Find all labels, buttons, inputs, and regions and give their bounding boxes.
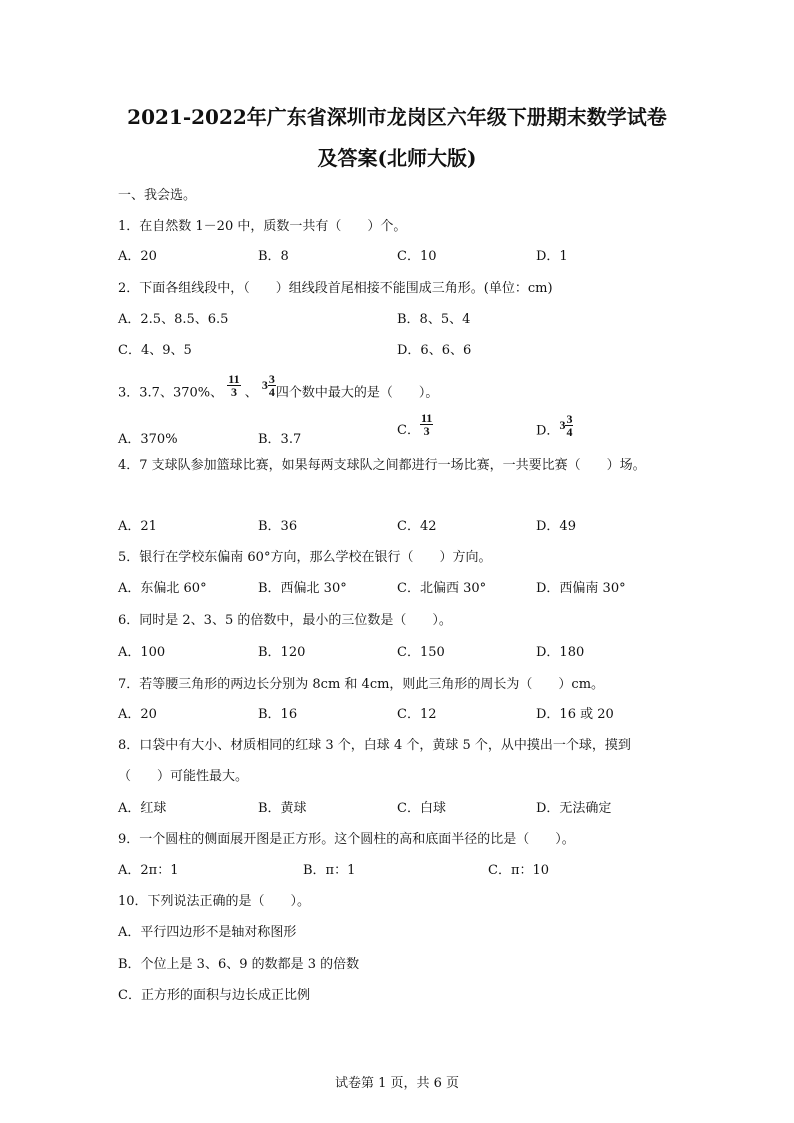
q10-option-c: C．正方形的面积与边长成正比例 — [118, 988, 310, 1003]
fraction-11-3 — [420, 412, 433, 437]
q2-option-c: C．4、9、5 — [118, 343, 192, 358]
q4-option-a: A．21 — [118, 519, 157, 534]
option-label: D． — [536, 423, 560, 439]
q3-option-d — [536, 411, 573, 449]
title-line-1: 2021-2022年广东省深圳市龙岗区六年级下册期末数学试卷 — [127, 105, 667, 129]
question-8: 8．口袋中有大小、材质相同的红球 3 个，白球 4 个，黄球 5 个，从中摸出一个球，摸到 — [118, 738, 631, 753]
q8-option-b: B．黄球 — [258, 801, 307, 816]
title-line-2: 及答案(北师大版) — [317, 146, 477, 170]
q8-option-c: C．白球 — [397, 801, 446, 816]
q1-option-b: B．8 — [258, 249, 289, 264]
q9-option-c: C．π：10 — [488, 863, 550, 878]
q5-option-c: C．北偏西 30° — [397, 581, 487, 596]
q7-option-b: B．16 — [258, 707, 298, 722]
q6-option-c: C．150 — [397, 645, 445, 660]
q8-option-d: D．无法确定 — [536, 801, 612, 816]
q10-option-b: B．个位上是 3、6、9 的数都是 3 的倍数 — [118, 957, 360, 972]
q7-option-c: C．12 — [397, 707, 437, 722]
q9-option-b: B．π：1 — [303, 863, 356, 878]
q2-option-a: A．2.5、8.5、6.5 — [118, 312, 229, 327]
question-3 — [118, 371, 439, 409]
denominator: 3 — [230, 384, 237, 399]
question-1: 1．在自然数 1－20 中，质数一共有（ ）个。 — [118, 219, 407, 234]
fraction-11-3 — [227, 373, 240, 398]
q3-separator: 、 — [244, 385, 258, 401]
q6-option-a: A．100 — [118, 645, 166, 660]
q7-option-a: A．20 — [118, 707, 157, 722]
mixed-whole: 3 — [559, 418, 566, 432]
q6-option-d: D．180 — [536, 645, 585, 660]
question-4: 4．7 支球队参加篮球比赛，如果每两支球队之间都进行一场比赛，一共要比赛（ ）场。 — [118, 458, 646, 473]
q8-option-a: A．红球 — [118, 801, 167, 816]
q3-option-b: B．3.7 — [258, 432, 302, 447]
denominator: 4 — [566, 424, 573, 439]
question-2: 2．下面各组线段中，（ ）组线段首尾相接不能围成三角形。(单位：cm) — [118, 281, 553, 296]
fraction-3-4 — [268, 373, 276, 398]
q2-option-d: D．6、6、6 — [397, 343, 472, 358]
q1-option-a: A．20 — [118, 249, 157, 264]
question-7: 7．若等腰三角形的两边长分别为 8cm 和 4cm，则此三角形的周长为（ ）cm。 — [118, 677, 605, 692]
q4-option-b: B．36 — [258, 519, 298, 534]
denominator: 3 — [423, 424, 430, 438]
q4-option-c: C．42 — [397, 519, 437, 534]
q5-option-d: D．西偏南 30° — [536, 581, 626, 596]
q7-option-d: D．16 或 20 — [536, 707, 614, 722]
q3-suffix: 四个数中最大的是（ ）。 — [275, 385, 439, 401]
q1-option-d: D．1 — [536, 249, 568, 264]
question-8-continued: （ ）可能性最大。 — [118, 769, 249, 784]
question-9: 9．一个圆柱的侧面展开图是正方形。这个圆柱的高和底面半径的比是（ ）。 — [118, 832, 575, 847]
q1-option-c: C．10 — [397, 249, 437, 264]
q3-option-a: A．370% — [118, 432, 178, 447]
denominator: 4 — [268, 384, 275, 399]
numerator: 3 — [566, 411, 573, 426]
section-heading: 一、我会选。 — [118, 188, 197, 203]
q10-option-a: A．平行四边形不是轴对称图形 — [118, 925, 297, 940]
q3-option-c — [397, 411, 433, 448]
page-footer: 试卷第 1 页，共 6 页 — [334, 1076, 460, 1091]
fraction-3-4 — [565, 413, 573, 438]
mixed-whole: 3 — [261, 378, 268, 392]
question-6: 6．同时是 2、3、5 的倍数中，最小的三位数是（ ）。 — [118, 613, 452, 628]
question-5: 5．银行在学校东偏南 60°方向，那么学校在银行（ ）方向。 — [118, 550, 492, 565]
q6-option-b: B．120 — [258, 645, 306, 660]
numerator: 11 — [420, 411, 433, 425]
q3-prefix: 3．3.7、370%、 — [118, 385, 224, 401]
q2-option-b: B．8、5、4 — [397, 312, 471, 327]
q5-option-a: A．东偏北 60° — [118, 581, 207, 596]
q5-option-b: B．西偏北 30° — [258, 581, 347, 596]
question-10: 10．下列说法正确的是（ ）。 — [118, 894, 311, 909]
numerator: 3 — [268, 371, 275, 386]
option-label: C． — [397, 423, 420, 438]
q9-option-a: A．2π：1 — [118, 863, 179, 878]
numerator: 11 — [228, 371, 240, 386]
q4-option-d: D．49 — [536, 519, 576, 534]
